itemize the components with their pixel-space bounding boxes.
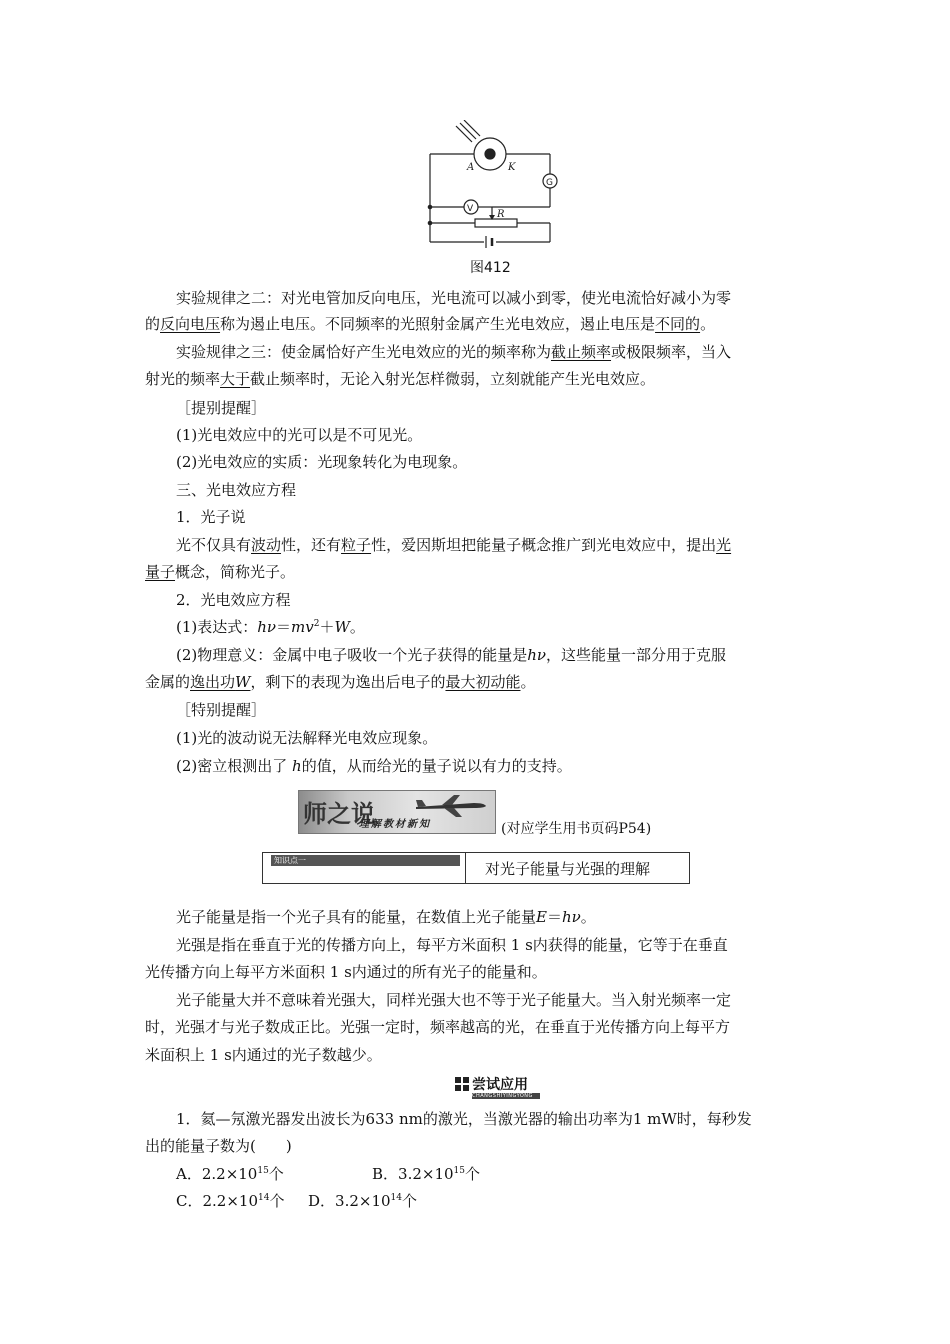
label-g: G — [546, 178, 553, 188]
remind-heading: ［特别提醒］ — [176, 701, 267, 719]
text-line: 量子概念，简称光子。 — [145, 563, 296, 581]
try-title: 尝试应用 — [472, 1077, 528, 1093]
option-c[interactable]: C．$2.2\times 10^{14}$个 — [176, 1192, 285, 1210]
text-line: (2)光电效应的实质：光现象转化为电现象。 — [176, 453, 468, 471]
section-heading: 三、光电效应方程 — [176, 481, 297, 499]
remind-heading: ［提别提醒］ — [176, 399, 267, 417]
text-line: 的反向电压称为遏止电压。不同频率的光照射金属产生光电效应，遏止电压是不同的。 — [145, 315, 716, 333]
knowledge-title: 对光子能量与光强的理解 — [485, 860, 651, 878]
knowledge-tag: 知识点一 — [271, 855, 460, 866]
question-line: 出的能量子数为( ) — [145, 1137, 292, 1155]
text-line: 米面积上 1 s内通过的光子数越少。 — [145, 1046, 382, 1064]
text-line: 光子能量是指一个光子具有的能量，在数值上光子能量E＝hν。 — [176, 908, 596, 926]
text-line: (2)密立根测出了 h的值，从而给光的量子说以有力的支持。 — [176, 757, 572, 775]
option-b[interactable]: B．$3.2\times 10^{15}$个 — [372, 1165, 481, 1183]
text-line: 金属的逸出功W，剩下的表现为逸出后电子的最大初动能。 — [145, 673, 536, 691]
option-a[interactable]: A．$2.2\times 10^{15}$个 — [176, 1165, 284, 1183]
label-v: V — [467, 204, 474, 214]
label-k: K — [508, 162, 516, 173]
grid-icon — [455, 1077, 469, 1091]
airplane-icon — [414, 795, 488, 817]
page-reference: (对应学生用书页码P54) — [501, 821, 652, 837]
subsection-heading: 1．光子说 — [176, 508, 246, 526]
text-line: 实验规律之二：对光电管加反向电压，光电流可以减小到零，使光电流恰好减小为零 — [176, 289, 732, 307]
text-line: 光子能量大并不意味着光强大，同样光强大也不等于光子能量大。当入射光频率一定 — [176, 991, 732, 1009]
text-line: (1)表达式：$h\nu=mv^2+W$。 — [176, 618, 365, 636]
figure-caption: 图412 — [470, 260, 511, 276]
banner-logo: 师之说 — [303, 799, 375, 828]
subsection-heading: 2．光电效应方程 — [176, 591, 291, 609]
knowledge-tag-cell — [263, 853, 466, 883]
knowledge-point-box — [262, 852, 690, 884]
try-subtitle: CHANGSHIYINGYONG — [472, 1093, 540, 1099]
label-a: A — [467, 162, 475, 173]
section-banner — [298, 790, 496, 834]
text-line: 时，光强才与光子数成正比。光强一定时，频率越高的光，在垂直于光传播方向上每平方 — [145, 1018, 731, 1036]
text-line: 光传播方向上每平方米面积 1 s内通过的所有光子的能量和。 — [145, 963, 547, 981]
photoelectric-circuit-figure — [420, 120, 560, 248]
text-line: 光不仅具有波动性，还有粒子性，爱因斯坦把能量子概念推广到光电效应中，提出光 — [176, 536, 732, 554]
question-line: 1．氦—氖激光器发出波长为633 nm的激光，当激光器的输出功率为1 mW时，每秒发 — [176, 1110, 752, 1128]
option-d[interactable]: D．$3.2\times 10^{14}$个 — [308, 1192, 418, 1210]
text-line: 光强是指在垂直于光的传播方向上，每平方米面积 1 s内获得的能量，它等于在垂直 — [176, 936, 728, 954]
label-r: R — [497, 209, 505, 220]
text-line: (1)光的波动说无法解释光电效应现象。 — [176, 729, 438, 747]
text-line: 射光的频率大于截止频率时，无论入射光怎样微弱，立刻就能产生光电效应。 — [145, 370, 656, 388]
text-line: (2)物理意义：金属中电子吸收一个光子获得的能量是hν，这些能量一部分用于克服 — [176, 646, 727, 664]
text-line: (1)光电效应中的光可以是不可见光。 — [176, 426, 423, 444]
text-line: 实验规律之三：使金属恰好产生光电效应的光的频率称为截止频率或极限频率，当入 — [176, 343, 732, 361]
banner-subtitle: 理解教材新知 — [359, 819, 431, 830]
